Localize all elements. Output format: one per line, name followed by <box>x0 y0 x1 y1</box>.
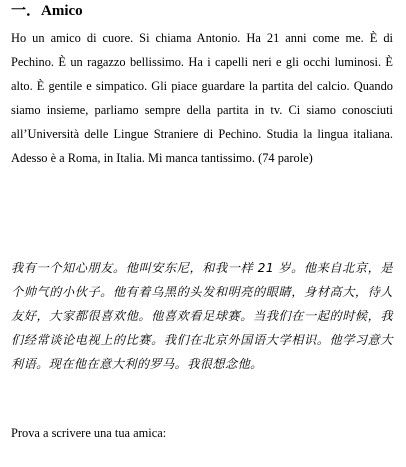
exercise-prompt: Prova a scrivere una tua amica: <box>11 426 167 440</box>
italian-paragraph: Ho un amico di cuore. Si chiama Antonio. Ha 21 anni come me. È di Pechino. È un ragazzo bellissimo. Ha i capelli neri e gli occhi luminosi. È alto. È gentile e simpatico. Gli piace guardare la partita del calcio. Quando siamo insieme, parliamo sempre della partita in tv. Ci siamo conosciuti all’Università delle Lingue Straniere di Pechino. Studia la lingua italiana. Adesso è a Roma, in Italia. Mi manca tantissimo. (74 parole) <box>11 31 393 165</box>
chinese-paragraph: 我有一个知心朋友。他叫安东尼，和我一样 21 岁。他来自北京，是个帅气的小伙子。他有着乌黑的头发和明亮的眼睛，身材高大，待人友好，大家都很喜欢他。他喜欢看足球赛。当我们在一起的时候，我们经常谈论电视上的比赛。我们在北京外国语大学相识。他学习意大利语。现在他在意大利的罗马。我很想念他。 <box>11 261 393 371</box>
section-heading: 一．Amico <box>11 3 83 19</box>
